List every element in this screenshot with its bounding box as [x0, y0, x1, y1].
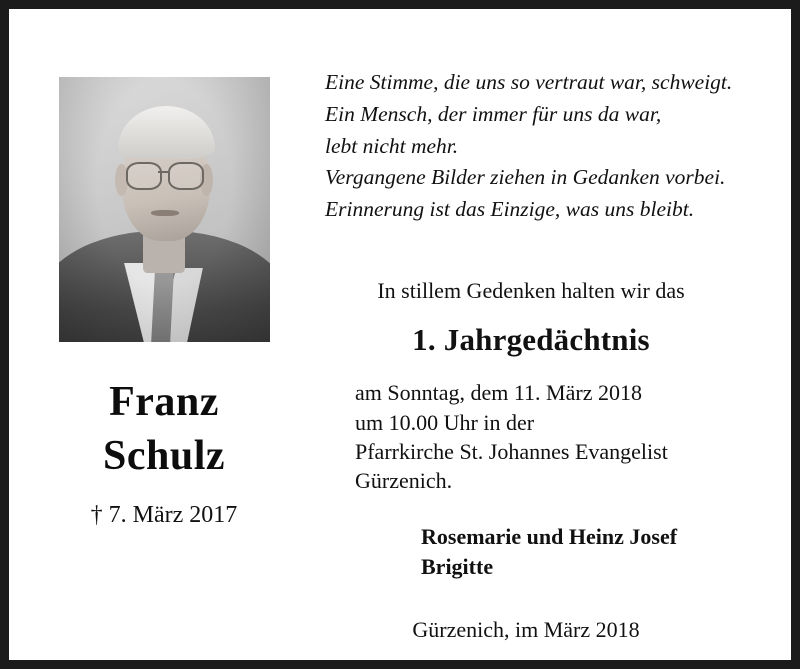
deceased-first-name: Franz: [109, 379, 219, 425]
family-names: [325, 522, 767, 583]
deceased-name: [9, 376, 319, 484]
poem-line: lebt nicht mehr.: [325, 133, 459, 158]
right-column: [319, 9, 791, 660]
poem-line: Erinnerung ist das Einzige, was uns bleibt.: [325, 197, 695, 222]
family-name-line: Brigitte: [421, 554, 494, 580]
poem-block: [325, 67, 767, 226]
service-detail-line: Gürzenich.: [355, 468, 453, 494]
deceased-last-name: Schulz: [102, 432, 226, 479]
place-and-date: Gürzenich, im März 2018: [412, 616, 640, 642]
portrait-photo: [59, 77, 270, 342]
portrait-vignette: [59, 77, 270, 342]
death-date-line: [9, 502, 319, 529]
poem-line: Ein Mensch, der immer für uns da war,: [325, 101, 662, 126]
service-detail-line: Pfarrkirche St. Johannes Evangelist: [355, 439, 668, 464]
notice-inner: [9, 9, 791, 660]
anniversary-title: 1. Jahrgedächtnis: [412, 322, 650, 358]
family-name-line: Rosemarie und Heinz Josef: [421, 523, 678, 549]
left-column: [9, 9, 319, 660]
service-detail-line: am Sonntag, dem 11. März 2018: [355, 380, 642, 406]
memory-line: In stillem Gedenken halten wir das: [377, 278, 685, 304]
cross-dagger-icon: †: [90, 501, 103, 528]
poem-line: Vergangene Bilder ziehen in Gedanken vorbei.: [325, 165, 726, 190]
poem-line: Eine Stimme, die uns so vertraut war, schweigt.: [325, 70, 733, 94]
death-date: 7. März 2017: [108, 501, 238, 528]
service-detail-line: um 10.00 Uhr in der: [355, 409, 535, 435]
service-details: [325, 378, 767, 496]
